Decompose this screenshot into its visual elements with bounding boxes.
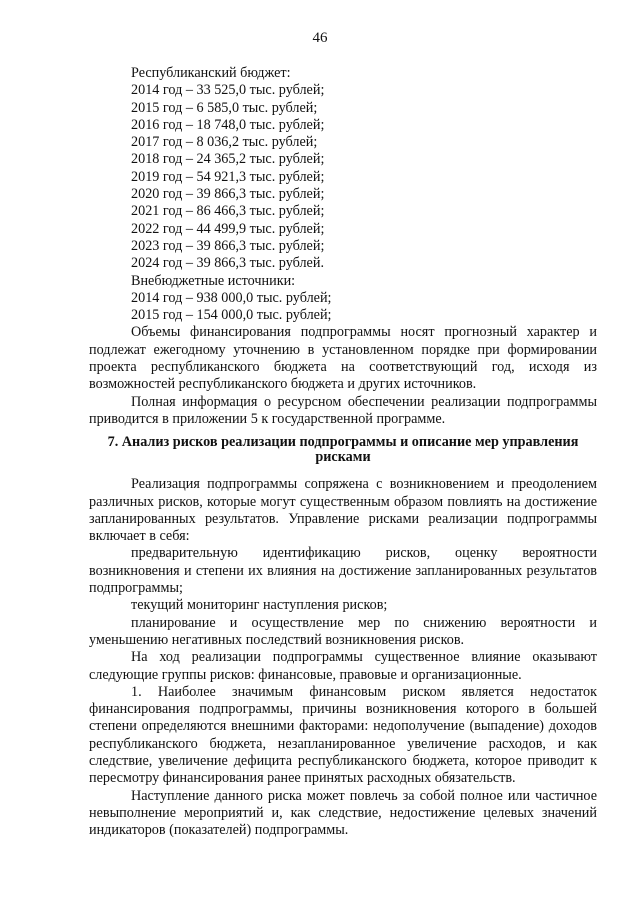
extrabudget-title: Внебюджетные источники: <box>131 272 296 289</box>
extrabudget-list <box>89 290 597 325</box>
budget-line-2014: 2014 год – 33 525,0 тыс. рублей; <box>131 82 325 99</box>
budget-line-2024: 2024 год – 39 866,3 тыс. рублей. <box>131 255 324 272</box>
republic-budget-list <box>89 82 597 272</box>
budget-line-2023: 2023 год – 39 866,3 тыс. рублей; <box>131 237 325 254</box>
paragraph-risk-groups: На ход реализации подпрограммы существенное влияние оказывают следующие группы рисков: финансовые, правовые и организационные. <box>89 649 597 683</box>
paragraph-resource-info: Полная информация о ресурсном обеспечении реализации подпрограммы приводится в приложении 5 к государственной программе. <box>89 393 597 427</box>
paragraph-risk-consequences: Наступление данного риска может повлечь за собой полное или частичное невыполнение мероприятий и, как следствие, недостижение целевых значений индикаторов (показателей) подпрограммы. <box>89 787 597 839</box>
budget-line-2020: 2020 год – 39 866,3 тыс. рублей; <box>131 186 325 203</box>
republic-budget-title: Республиканский бюджет: <box>131 65 291 81</box>
extrabudget-line-2014: 2014 год – 938 000,0 тыс. рублей; <box>131 289 332 306</box>
budget-line-2018: 2018 год – 24 365,2 тыс. рублей; <box>131 151 325 168</box>
paragraph-financial-risk: 1. Наиболее значимым финансовым риском является недостаток финансирования подпрограммы, причины возникновения которого в большей степени определяются внешними факторами: недополучение (выпадение) доходов республиканского бюджета, незапланированное увеличение расходов, и как следствие, увеличение дефицита республиканского бюджета, которое приводит к пересмотру финансирования ранее принятых расходных обязательств. <box>89 683 597 787</box>
paragraph-risk-mitigation: планирование и осуществление мер по снижению вероятности и уменьшению негативных последствий возникновения рисков. <box>89 614 597 648</box>
budget-line-2016: 2016 год – 18 748,0 тыс. рублей; <box>131 116 325 133</box>
section-heading: 7. Анализ рисков реализации подпрограммы и описание мер управления рисками <box>107 434 579 465</box>
paragraph-risk-monitoring: текущий мониторинг наступления рисков; <box>131 597 388 614</box>
budget-line-2015: 2015 год – 6 585,0 тыс. рублей; <box>131 99 318 116</box>
extrabudget-line-2015: 2015 год – 154 000,0 тыс. рублей; <box>131 307 332 324</box>
paragraph-funding-forecast: Объемы финансирования подпрограммы носят прогнозный характер и подлежат ежегодному уточнению в установленном порядке при формировании проекта республиканского бюджета на соответствующий год, исходя из возможностей республиканского бюджета и других источников. <box>89 324 597 393</box>
budget-line-2022: 2022 год – 44 499,9 тыс. рублей; <box>131 220 325 237</box>
page-number: 46 <box>312 30 328 46</box>
document-body <box>89 65 597 839</box>
budget-line-2017: 2017 год – 8 036,2 тыс. рублей; <box>131 134 318 151</box>
paragraph-risk-identification: предварительную идентификацию рисков, оценку вероятности возникновения и степени их влияния на достижение запланированных результатов подпрограммы; <box>89 545 597 597</box>
budget-line-2019: 2019 год – 54 921,3 тыс. рублей; <box>131 168 325 185</box>
budget-line-2021: 2021 год – 86 466,3 тыс. рублей; <box>131 203 325 220</box>
paragraph-risk-intro: Реализация подпрограммы сопряжена с возникновением и преодолением различных рисков, которые могут существенным образом повлиять на достижение запланированных результатов. Управление рисками реализации подпрограммы включает в себя: <box>89 476 597 545</box>
